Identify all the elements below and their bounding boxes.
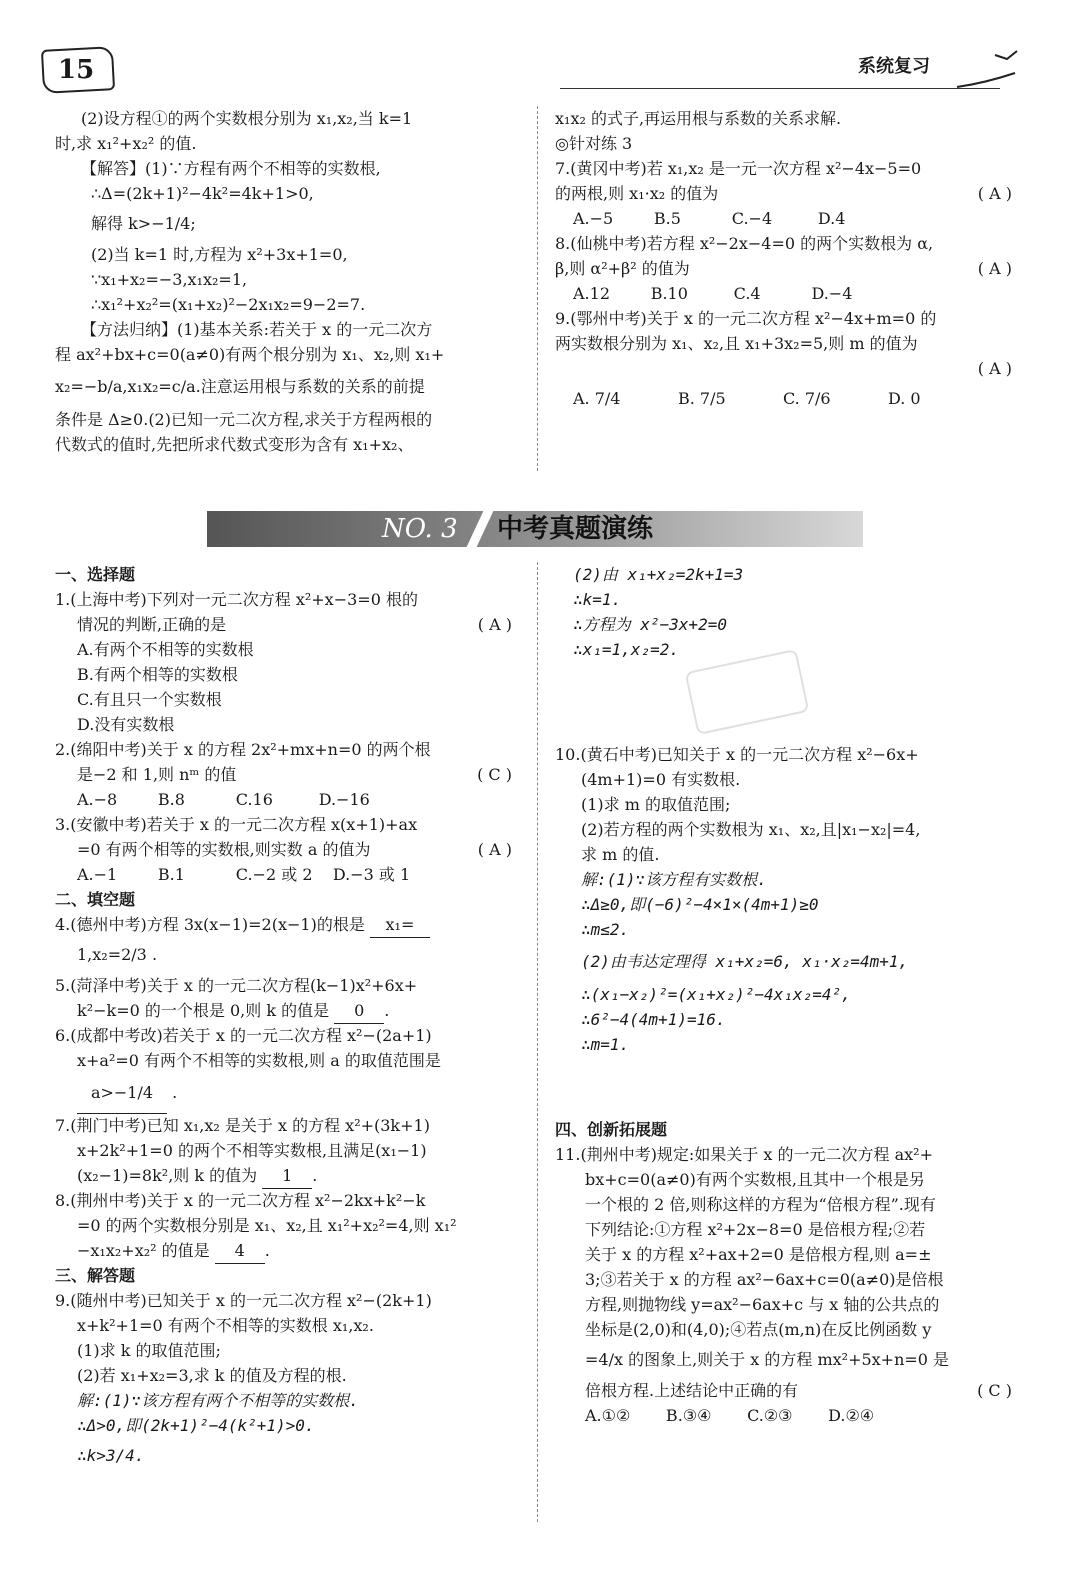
q2-options: A.−8 B.8 C.16 D.−16: [77, 790, 370, 809]
text-line: 坐标是(2,0)和(4,0);④若点(m,n)在反比例函数 y: [585, 1320, 932, 1339]
text-line: 【方法归纳】(1)基本关系:若关于 x 的一元二次方: [81, 320, 433, 339]
text-line: x+a²=0 有两个不相等的实数根,则 a 的取值范围是: [77, 1051, 441, 1070]
page-number: 15: [58, 55, 95, 85]
text-line: 9.(随州中考)已知关于 x 的一元二次方程 x²−(2k+1): [55, 1291, 432, 1310]
text-line: 代数式的值时,先把所求代数式变形为含有 x₁+x₂、: [55, 435, 414, 454]
text-line: 时,求 x₁²+x₂² 的值.: [55, 134, 197, 153]
q8-stem: −x₁x₂+x₂² 的值是: [77, 1241, 210, 1260]
handwritten-line: ∴x₁=1,x₂=2.: [573, 640, 679, 659]
handwritten-line: 解:(1)∵该方程有两个不相等的实数根.: [77, 1391, 359, 1410]
text-line: (1)求 m 的取值范围;: [581, 795, 731, 814]
banner-label: NO. 3: [382, 514, 458, 544]
bottom-left-column: [55, 562, 520, 1474]
text-line: D.没有实数根: [77, 715, 175, 734]
q9-options: [555, 381, 1020, 417]
handwritten-line: ∴k=1.: [573, 590, 622, 609]
q7-fill-answer: 1: [262, 1163, 312, 1189]
q9-option-c: C. 7/6: [783, 389, 831, 408]
q9-answer: ( A ): [977, 359, 1012, 378]
text-line: 求 m 的值.: [581, 845, 660, 864]
text-line: 解得 k>−1/4;: [91, 214, 196, 233]
q4-stem: 4.(德州中考)方程 3x(x−1)=2(x−1)的根是: [55, 915, 365, 934]
text-line: 【解答】(1)∵方程有两个不相等的实数根,: [81, 159, 381, 178]
q5-answer: 0: [334, 998, 384, 1024]
text-line: (2)若 x₁+x₂=3,求 k 的值及方程的根.: [77, 1366, 347, 1385]
q1-answer: ( A ): [477, 615, 512, 634]
column-divider-bottom: [537, 562, 538, 1522]
text-line: [55, 612, 520, 637]
handwritten-line: (2)由韦达定理得 x₁+x₂=6, x₁·x₂=4m+1,: [581, 952, 909, 971]
q5-stem: k²−k=0 的一个根是 0,则 k 的值是: [77, 1001, 330, 1020]
text-line: =0 的两个实数根分别是 x₁、x₂,且 x₁²+x₂²=4,则 x₁²: [77, 1216, 457, 1235]
text-line: 一个根的 2 倍,则称这样的方程为“倍根方程”.现有: [585, 1195, 936, 1214]
text-line: [55, 837, 520, 862]
heading-extension: 四、创新拓展题: [555, 1120, 668, 1139]
text-line: 10.(黄石中考)已知关于 x 的一元二次方程 x²−6x+: [555, 745, 919, 764]
text-line: 程 ax²+bx+c=0(a≠0)有两个根分别为 x₁、x₂,则 x₁+: [55, 345, 445, 364]
q11-answer: ( C ): [977, 1381, 1012, 1400]
handwritten-line: ∴方程为 x²−3x+2=0: [573, 615, 727, 634]
text-line: x₂=−b/a,x₁x₂=c/a.注意运用根与系数的关系的前提: [55, 377, 425, 396]
text-line: (2)设方程①的两个实数根分别为 x₁,x₂,当 k=1: [81, 109, 413, 128]
text-line: 条件是 Δ≥0.(2)已知一元二次方程,求关于方程两根的: [55, 410, 433, 429]
text-line: 5.(菏泽中考)关于 x 的一元二次方程(k−1)x²+6x+: [55, 976, 418, 995]
text-line: (4m+1)=0 有实数根.: [581, 770, 741, 789]
q9-option-b: B. 7/5: [678, 389, 726, 408]
handwritten-line: (2)由 x₁+x₂=2k+1=3: [573, 565, 744, 584]
text-line: 3.(安徽中考)若关于 x 的一元二次方程 x(x+1)+ax: [55, 815, 418, 834]
text-line: k²−k=0 的一个根是 0,则 k 的值是 0 .: [55, 998, 520, 1023]
text-line: 1.(上海中考)下列对一元二次方程 x²+x−3=0 根的: [55, 590, 418, 609]
text-line: (2)当 k=1 时,方程为 x²+3x+1=0,: [91, 245, 348, 264]
text-line: [555, 1378, 1020, 1403]
text-line: 下列结论:①方程 x²+2x−8=0 是倍根方程;②若: [585, 1220, 926, 1239]
q11-stem: 倍根方程.上述结论中正确的有: [585, 1381, 799, 1400]
handwritten-line: ∴m≤2.: [581, 920, 630, 939]
text-line: B.有两个相等的实数根: [77, 665, 238, 684]
handwritten-line: ∴Δ≥0,即(−6)²−4×1×(4m+1)≥0: [581, 895, 819, 914]
text-line: 3;③若关于 x 的方程 ax²−6ax+c=0(a≠0)是倍根: [585, 1270, 944, 1289]
text-line: 两实数根分别为 x₁、x₂,且 x₁+3x₂=5,则 m 的值为: [555, 334, 918, 353]
q1-stem: 情况的判断,正确的是: [77, 615, 227, 634]
text-line: ◎针对练 3: [555, 134, 633, 153]
text-line: x+2k²+1=0 的两个不相等实数根,且满足(x₁−1): [77, 1141, 427, 1160]
top-right-column: [555, 106, 1020, 417]
handwritten-line: ∴m=1.: [581, 1035, 630, 1054]
text-line: 6.(成都中考改)若关于 x 的一元二次方程 x²−(2a+1): [55, 1026, 432, 1045]
text-line: 8.(仙桃中考)若方程 x²−2x−4=0 的两个实数根为 α,: [555, 234, 934, 253]
column-divider-top: [537, 106, 538, 471]
text-line: [555, 181, 1020, 206]
q2-stem: 是−2 和 1,则 nᵐ 的值: [77, 765, 237, 784]
spacer: [555, 1057, 1020, 1117]
banner-slash: [467, 511, 494, 547]
text-line: −x₁x₂+x₂² 的值是 4 .: [55, 1238, 520, 1263]
text-line: ∵x₁+x₂=−3,x₁x₂=1,: [91, 270, 248, 289]
text-line: (2)若方程的两个实数根为 x₁、x₂,且|x₁−x₂|=4,: [581, 820, 921, 839]
text-line: 11.(荆州中考)规定:如果关于 x 的一元二次方程 ax²+: [555, 1145, 933, 1164]
header-rule: [560, 88, 1000, 89]
text-line: [555, 256, 1020, 281]
text-line: 9.(鄂州中考)关于 x 的一元二次方程 x²−4x+m=0 的: [555, 309, 937, 328]
q9-option-a: A. 7/4: [573, 389, 621, 408]
banner-title: 中考真题演练: [497, 514, 654, 544]
text-line: 8.(荆州中考)关于 x 的一元二次方程 x²−2kx+k²−k: [55, 1191, 426, 1210]
handwritten-line: ∴6²−4(4m+1)=16.: [581, 1010, 726, 1029]
text-line: ∴Δ=(2k+1)²−4k²=4k+1>0,: [91, 184, 314, 203]
text-line: 7.(荆门中考)已知 x₁,x₂ 是关于 x 的方程 x²+(3k+1): [55, 1116, 430, 1135]
section-title: 系统复习: [858, 56, 930, 77]
text-line: x₁x₂ 的式子,再运用根与系数的关系求解.: [555, 109, 842, 128]
q3-stem: =0 有两个相等的实数根,则实数 a 的值为: [77, 840, 371, 859]
q6-answer: a>−1/4: [77, 1073, 167, 1114]
text-line: 7.(黄冈中考)若 x₁,x₂ 是一元一次方程 x²−4x−5=0: [555, 159, 922, 178]
handwritten-line: 解:(1)∵该方程有实数根.: [581, 870, 767, 889]
handwritten-line: ∴k>3/4.: [77, 1446, 145, 1465]
handwritten-line: ∴Δ>0,即(2k+1)²−4(k²+1)>0.: [77, 1416, 315, 1435]
q11-options: A.①② B.③④ C.②③ D.②④: [585, 1406, 875, 1425]
text-line: 方程,则抛物线 y=ax²−6ax+c 与 x 轴的公共点的: [585, 1295, 940, 1314]
text-line: ∴x₁²+x₂²=(x₁+x₂)²−2x₁x₂=9−2=7.: [91, 295, 366, 314]
handwritten-line: ∴(x₁−x₂)²=(x₁+x₂)²−4x₁x₂=4²,: [581, 985, 851, 1004]
text-line: [555, 356, 1020, 381]
q7-answer: ( A ): [977, 184, 1012, 203]
text-line: x+k²+1=0 有两个不相等的实数根 x₁,x₂.: [77, 1316, 374, 1335]
text-line: [55, 762, 520, 787]
text-line: =4/x 的图象上,则关于 x 的方程 mx²+5x+n=0 是: [585, 1350, 950, 1369]
text-line: (1)求 k 的取值范围;: [77, 1341, 221, 1360]
section-banner: [207, 511, 863, 547]
text-line: 2.(绵阳中考)关于 x 的方程 2x²+mx+n=0 的两个根: [55, 740, 431, 759]
text-line: a>−1/4 .: [55, 1073, 520, 1113]
q8-options: A.12 B.10 C.4 D.−4: [573, 284, 853, 303]
text-line: 关于 x 的方程 x²+ax+2=0 是倍根方程,则 a=±: [585, 1245, 932, 1264]
text-line: A.有两个不相等的实数根: [77, 640, 254, 659]
q3-answer: ( A ): [477, 840, 512, 859]
q8-stem: β,则 α²+β² 的值为: [555, 259, 690, 278]
heading-solution: 三、解答题: [55, 1266, 136, 1285]
text-line: C.有且只一个实数根: [77, 690, 222, 709]
text-line: (x₂−1)=8k²,则 k 的值为 1 .: [55, 1163, 520, 1188]
text-line: bx+c=0(a≠0)有两个实数根,且其中一个根是另: [585, 1170, 925, 1189]
q8-answer: ( A ): [977, 259, 1012, 278]
top-left-column: [55, 106, 520, 457]
q8-fill-answer: 4: [215, 1238, 265, 1264]
q3-options: A.−1 B.1 C.−2 或 2 D.−3 或 1: [77, 865, 411, 884]
q4-answer: x₁=: [370, 912, 430, 938]
q7-stem: 的两根,则 x₁·x₂ 的值为: [555, 184, 719, 203]
q9-option-d: D. 0: [888, 389, 921, 408]
q7-stem: (x₂−1)=8k²,则 k 的值为: [77, 1166, 258, 1185]
heading-fill: 二、填空题: [55, 890, 136, 909]
q2-answer: ( C ): [477, 765, 512, 784]
heading-choice: 一、选择题: [55, 565, 136, 584]
text-line: [55, 912, 520, 937]
q7-options: A.−5 B.5 C.−4 D.4: [573, 209, 846, 228]
text-line: 1,x₂=2/3 .: [77, 945, 158, 964]
